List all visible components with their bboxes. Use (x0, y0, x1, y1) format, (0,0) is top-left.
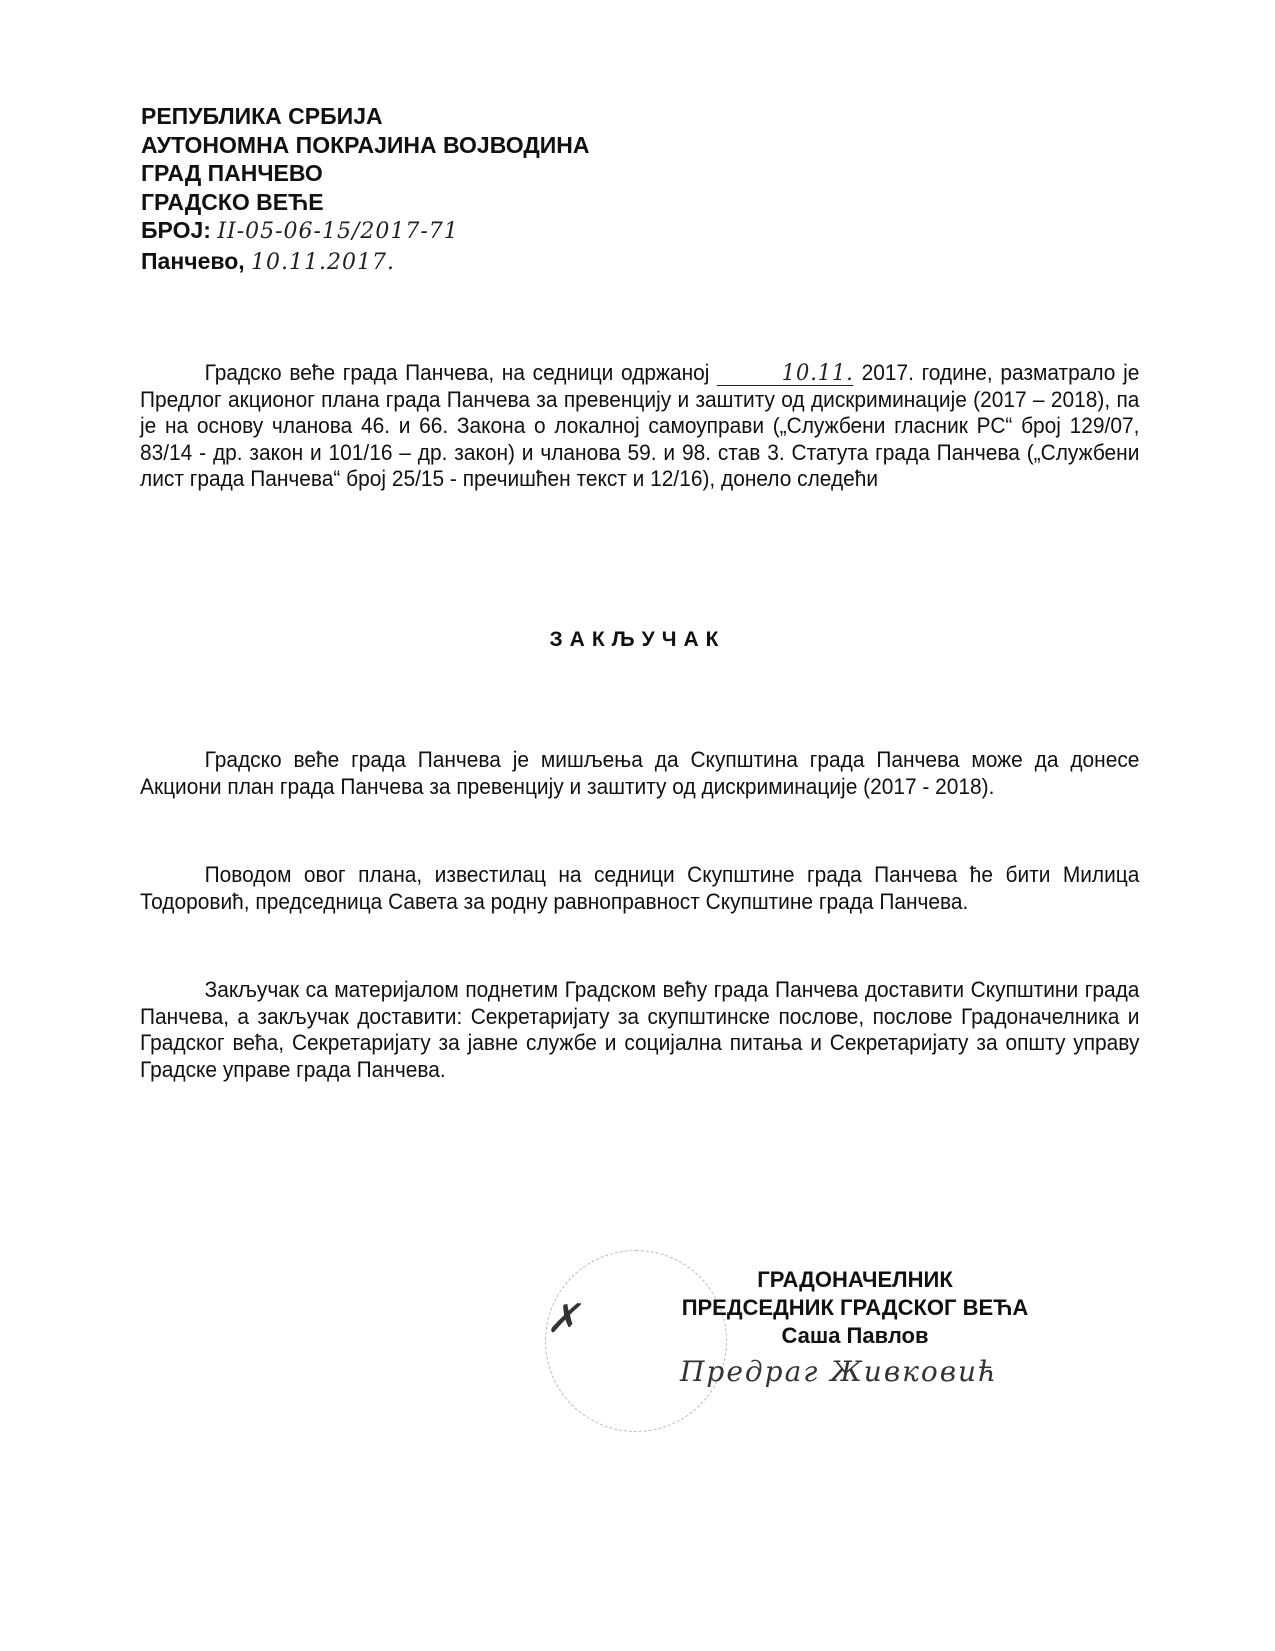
signatory-role-president: ПРЕДСЕДНИК ГРАДСКОГ ВЕЋА (681, 1295, 1029, 1320)
handwritten-signature: Предраг Живковић (680, 1355, 999, 1388)
document-date (141, 247, 589, 278)
header-republic: РЕПУБЛИКА СРБИЈА (141, 103, 383, 129)
header-council: ГРАДСКО ВЕЋЕ (141, 188, 324, 215)
intro-paragraph (140, 360, 1139, 493)
document-number (141, 216, 589, 247)
signatory-name: Саша Павлов (781, 1323, 929, 1348)
document-header (141, 102, 589, 277)
intro-text-1: Градско веће града Панчева, на седници одржаној (204, 360, 710, 385)
paragraph-delivery: Закључак са материјалом поднетим Градском већу града Панчева доставити Скупштини града Панчева, а закључак доставити: Секретаријату за скупштинске послове, послове Градоначелника и Градског већа, Секретаријату за јавне службе и социјална питања и Секретаријату за општу управу Градске управе града Панчева. (140, 977, 1140, 1082)
document-title: ЗАКЉУЧАК (549, 628, 726, 651)
signatory-role-mayor: ГРАДОНАЧЕЛНИК (757, 1267, 953, 1292)
initials-mark: ✗ (546, 1296, 580, 1342)
header-province: АУТОНОМНА ПОКРАЈИНА ВОЈВОДИНА (141, 131, 590, 158)
paragraph-rapporteur: Поводом овог плана, известилац на седници Скупштине града Панчева ће бити Милица Тодоровић, председница Савета за родну равноправност Скупштине града Панчева. (140, 862, 1140, 914)
paragraph-opinion: Градско веће града Панчева је мишљења да Скупштина града Панчева може да донесе Акциони план града Панчева за превенцију и заштиту од дискриминације (2017 - 2018). (140, 747, 1140, 799)
header-city: ГРАД ПАНЧЕВО (141, 160, 323, 186)
number-label: БРОЈ: (141, 217, 211, 243)
intro-text-2: 2017. године, разматрало је Предлог акционог плана града Панчева за превенцију и заштиту од дискриминације (2017 – 2018), па је на основу чланова 46. и 66. Закона о локалној самоуправи („Службени гласник РС“ број 129/07, 83/14 - др. закон и 101/16 – др. закон) и чланова 59. и 98. став 3. Статута града Панчева („Службени лист града Панчева“ број 25/15 - пречишћен текст и 12/16), донело следећи (140, 360, 1140, 491)
place-label: Панчево, (141, 247, 245, 274)
session-date: 10.11. (717, 363, 854, 386)
number-value: II-05-06-15/2017-71 (217, 219, 459, 244)
date-value: 10.11.2017. (251, 249, 395, 275)
signature-block (655, 1266, 1055, 1350)
